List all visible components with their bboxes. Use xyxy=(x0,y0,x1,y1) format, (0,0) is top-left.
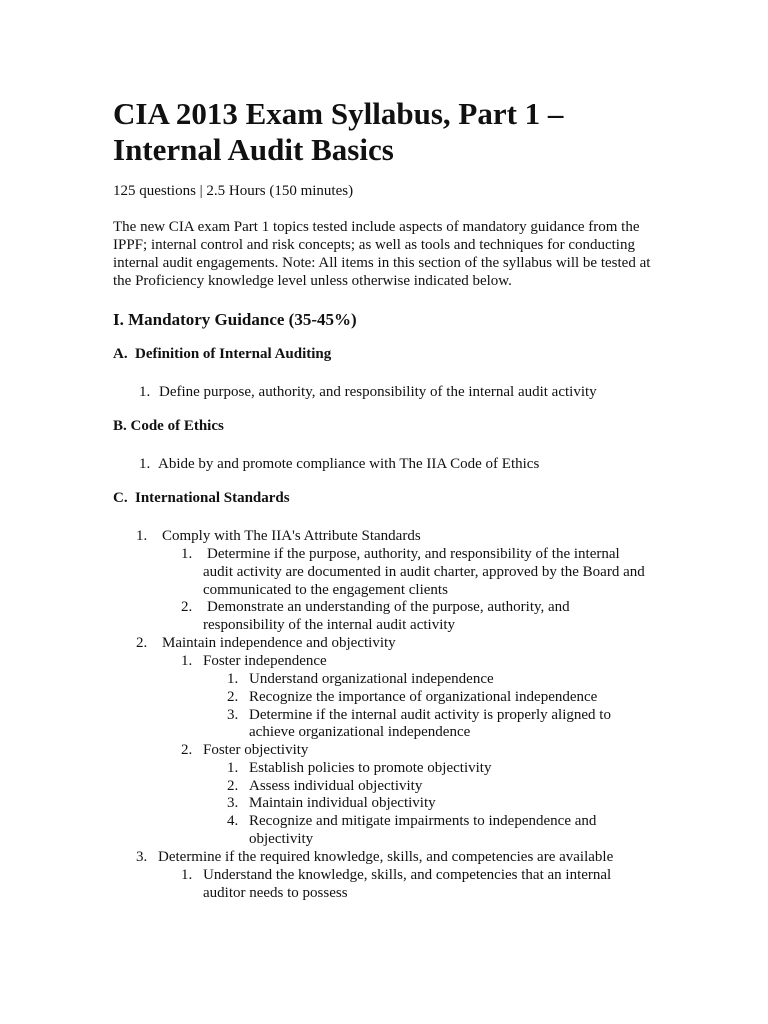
list-item: Recognize and mitigate impairments to independence and xyxy=(249,813,597,829)
list-item-continuation: achieve organizational independence xyxy=(249,724,471,740)
section-b-heading: B. Code of Ethics xyxy=(113,418,224,434)
document-title-line-1: CIA 2013 Exam Syllabus, Part 1 – xyxy=(113,96,564,131)
list-item-continuation: audit activity are documented in audit charter, approved by the Board and xyxy=(203,564,645,580)
list-item-number: 2. xyxy=(181,599,193,615)
section-i-heading: I. Mandatory Guidance (35-45%) xyxy=(113,310,357,329)
list-item-continuation: communicated to the engagement clients xyxy=(203,582,448,598)
list-item-continuation: objectivity xyxy=(249,831,314,847)
list-item-number: 1. xyxy=(136,528,148,544)
list-item-continuation: responsibility of the internal audit activity xyxy=(203,617,456,633)
list-item-number: 1. xyxy=(181,653,193,669)
intro-line-4: the Proficiency knowledge level unless otherwise indicated below. xyxy=(113,273,512,289)
document-title-line-2: Internal Audit Basics xyxy=(113,132,394,167)
list-item: Demonstrate an understanding of the purpose, authority, and xyxy=(207,599,570,615)
list-item-continuation: auditor needs to possess xyxy=(203,885,348,901)
list-item: Assess individual objectivity xyxy=(249,778,423,794)
list-item: Understand organizational independence xyxy=(249,671,494,687)
list-item: Determine if the required knowledge, skills, and competencies are available xyxy=(158,849,614,865)
section-c-label: C. xyxy=(113,490,128,506)
section-c-heading: International Standards xyxy=(135,490,290,506)
list-item: Comply with The IIA's Attribute Standards xyxy=(162,528,421,544)
list-item: Determine if the internal audit activity is properly aligned to xyxy=(249,707,611,723)
list-item-number: 3. xyxy=(136,849,148,865)
list-item: Recognize the importance of organizational independence xyxy=(249,689,598,705)
intro-line-2: IPPF; internal control and risk concepts; as well as tools and techniques for conducting xyxy=(113,237,635,253)
list-item-number: 4. xyxy=(227,813,239,829)
list-item: Foster objectivity xyxy=(203,742,309,758)
section-a-item-text: Define purpose, authority, and responsibility of the internal audit activity xyxy=(159,384,597,400)
list-item-number: 3. xyxy=(227,707,239,723)
list-item-number: 1. xyxy=(227,671,239,687)
section-a-heading: Definition of Internal Auditing xyxy=(135,346,332,362)
list-item: Determine if the purpose, authority, and responsibility of the internal xyxy=(207,546,620,562)
intro-line-3: internal audit engagements. Note: All items in this section of the syllabus will be tested at xyxy=(113,255,651,271)
list-item-number: 2. xyxy=(136,635,148,651)
list-item: Maintain independence and objectivity xyxy=(162,635,396,651)
list-item: Maintain individual objectivity xyxy=(249,795,436,811)
list-item-number: 1. xyxy=(181,546,193,562)
list-item: Establish policies to promote objectivity xyxy=(249,760,492,776)
intro-line-1: The new CIA exam Part 1 topics tested include aspects of mandatory guidance from the xyxy=(113,219,640,235)
section-a-item-number: 1. xyxy=(139,384,151,400)
list-item-number: 2. xyxy=(227,689,239,705)
section-b-item-text: Abide by and promote compliance with The IIA Code of Ethics xyxy=(158,456,540,472)
list-item: Understand the knowledge, skills, and competencies that an internal xyxy=(203,867,612,883)
list-item-number: 1. xyxy=(181,867,193,883)
exam-meta: 125 questions | 2.5 Hours (150 minutes) xyxy=(113,183,354,199)
list-item-number: 2. xyxy=(181,742,193,758)
list-item-number: 1. xyxy=(227,760,239,776)
section-b-item-number: 1. xyxy=(139,456,151,472)
list-item-number: 3. xyxy=(227,795,239,811)
list-item-number: 2. xyxy=(227,778,239,794)
list-item: Foster independence xyxy=(203,653,327,669)
section-a-label: A. xyxy=(113,346,128,362)
